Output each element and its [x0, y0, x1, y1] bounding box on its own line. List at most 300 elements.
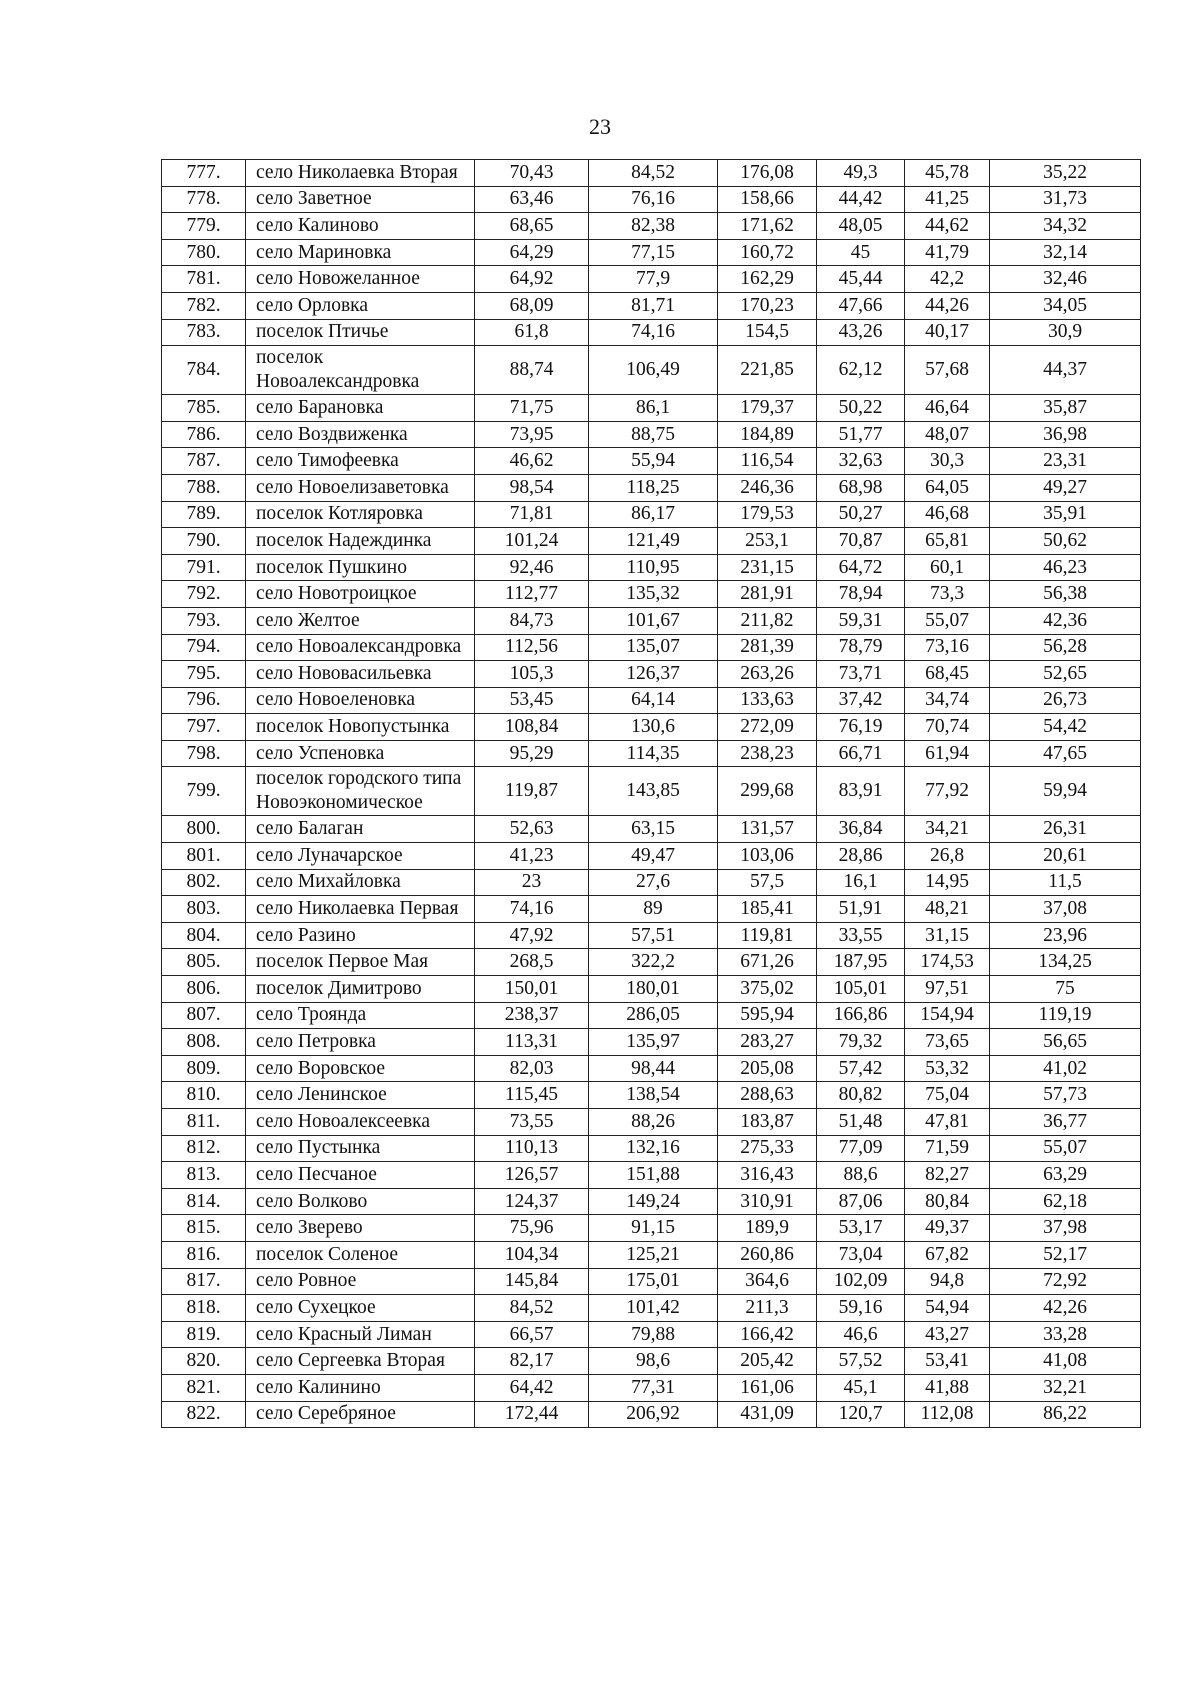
value-cell-2: 77,15	[589, 239, 718, 266]
value-cell-3: 595,94	[718, 1002, 817, 1029]
value-cell-1: 64,29	[475, 239, 589, 266]
value-cell-4: 57,42	[817, 1055, 905, 1082]
table-row	[162, 319, 1141, 346]
settlement-name-cell: село Тимофеевка	[246, 448, 475, 475]
value-cell-4: 76,19	[817, 714, 905, 741]
value-cell-1: 108,84	[475, 714, 589, 741]
table-row	[162, 1348, 1141, 1375]
value-cell-6: 55,07	[990, 1135, 1141, 1162]
table-row	[162, 634, 1141, 661]
value-cell-6: 47,65	[990, 740, 1141, 767]
value-cell-4: 62,12	[817, 346, 905, 395]
value-cell-6: 37,08	[990, 896, 1141, 923]
settlement-name-cell: село Балаган	[246, 816, 475, 843]
row-number-cell: 807.	[162, 1002, 246, 1029]
value-cell-3: 431,09	[718, 1401, 817, 1428]
value-cell-3: 310,91	[718, 1188, 817, 1215]
table-row	[162, 1162, 1141, 1189]
value-cell-6: 72,92	[990, 1268, 1141, 1295]
value-cell-6: 54,42	[990, 714, 1141, 741]
row-number-cell: 783.	[162, 319, 246, 346]
settlement-name-cell: село Калинино	[246, 1374, 475, 1401]
value-cell-1: 172,44	[475, 1401, 589, 1428]
value-cell-5: 73,65	[905, 1029, 990, 1056]
value-cell-5: 75,04	[905, 1082, 990, 1109]
value-cell-6: 26,31	[990, 816, 1141, 843]
value-cell-6: 41,02	[990, 1055, 1141, 1082]
value-cell-5: 112,08	[905, 1401, 990, 1428]
value-cell-2: 126,37	[589, 661, 718, 688]
value-cell-5: 45,78	[905, 160, 990, 187]
table-row	[162, 896, 1141, 923]
table-row	[162, 1241, 1141, 1268]
value-cell-2: 63,15	[589, 816, 718, 843]
value-cell-2: 77,9	[589, 266, 718, 293]
row-number-cell: 814.	[162, 1188, 246, 1215]
table-row	[162, 949, 1141, 976]
value-cell-5: 41,88	[905, 1374, 990, 1401]
value-cell-2: 106,49	[589, 346, 718, 395]
value-cell-5: 65,81	[905, 528, 990, 555]
value-cell-1: 53,45	[475, 687, 589, 714]
value-cell-5: 94,8	[905, 1268, 990, 1295]
value-cell-5: 53,32	[905, 1055, 990, 1082]
row-number-cell: 794.	[162, 634, 246, 661]
value-cell-2: 77,31	[589, 1374, 718, 1401]
table-row	[162, 528, 1141, 555]
settlement-name-cell: село Новоелизаветовка	[246, 474, 475, 501]
page-number: 23	[589, 114, 611, 139]
value-cell-6: 59,94	[990, 767, 1141, 816]
table-row	[162, 395, 1141, 422]
value-cell-1: 101,24	[475, 528, 589, 555]
value-cell-3: 275,33	[718, 1135, 817, 1162]
value-cell-6: 35,87	[990, 395, 1141, 422]
value-cell-1: 73,95	[475, 421, 589, 448]
value-cell-2: 118,25	[589, 474, 718, 501]
value-cell-2: 125,21	[589, 1241, 718, 1268]
value-cell-5: 97,51	[905, 976, 990, 1003]
value-cell-2: 64,14	[589, 687, 718, 714]
table-row	[162, 1295, 1141, 1322]
value-cell-2: 84,52	[589, 160, 718, 187]
value-cell-1: 63,46	[475, 186, 589, 213]
value-cell-1: 92,46	[475, 554, 589, 581]
value-cell-5: 26,8	[905, 843, 990, 870]
value-cell-1: 105,3	[475, 661, 589, 688]
row-number-cell: 819.	[162, 1321, 246, 1348]
row-number-cell: 813.	[162, 1162, 246, 1189]
value-cell-3: 238,23	[718, 740, 817, 767]
value-cell-2: 79,88	[589, 1321, 718, 1348]
settlements-table	[161, 159, 1141, 1428]
value-cell-4: 45	[817, 239, 905, 266]
value-cell-6: 36,77	[990, 1109, 1141, 1136]
row-number-cell: 791.	[162, 554, 246, 581]
value-cell-2: 110,95	[589, 554, 718, 581]
settlement-name-cell: поселок Соленое	[246, 1241, 475, 1268]
value-cell-2: 49,47	[589, 843, 718, 870]
value-cell-4: 78,79	[817, 634, 905, 661]
value-cell-3: 170,23	[718, 292, 817, 319]
table-row	[162, 1215, 1141, 1242]
row-number-cell: 820.	[162, 1348, 246, 1375]
row-number-cell: 817.	[162, 1268, 246, 1295]
value-cell-2: 27,6	[589, 869, 718, 896]
settlement-name-cell: село Пустынка	[246, 1135, 475, 1162]
table-row	[162, 976, 1141, 1003]
value-cell-3: 364,6	[718, 1268, 817, 1295]
value-cell-3: 184,89	[718, 421, 817, 448]
value-cell-6: 36,98	[990, 421, 1141, 448]
value-cell-1: 61,8	[475, 319, 589, 346]
value-cell-2: 98,44	[589, 1055, 718, 1082]
value-cell-6: 86,22	[990, 1401, 1141, 1428]
settlement-name-cell: село Песчаное	[246, 1162, 475, 1189]
settlement-name-cell: село Сергеевка Вторая	[246, 1348, 475, 1375]
table-row	[162, 239, 1141, 266]
table-row	[162, 869, 1141, 896]
value-cell-4: 80,82	[817, 1082, 905, 1109]
settlement-name-cell: село Успеновка	[246, 740, 475, 767]
settlement-name-cell: поселок Пушкино	[246, 554, 475, 581]
settlement-name-cell: село Волково	[246, 1188, 475, 1215]
value-cell-2: 82,38	[589, 213, 718, 240]
settlement-name-cell: поселок Димитрово	[246, 976, 475, 1003]
value-cell-2: 149,24	[589, 1188, 718, 1215]
value-cell-4: 187,95	[817, 949, 905, 976]
value-cell-6: 35,91	[990, 501, 1141, 528]
value-cell-4: 51,91	[817, 896, 905, 923]
value-cell-3: 671,26	[718, 949, 817, 976]
row-number-cell: 818.	[162, 1295, 246, 1322]
value-cell-4: 77,09	[817, 1135, 905, 1162]
table-row	[162, 1321, 1141, 1348]
row-number-cell: 815.	[162, 1215, 246, 1242]
row-number-cell: 822.	[162, 1401, 246, 1428]
value-cell-3: 189,9	[718, 1215, 817, 1242]
value-cell-1: 126,57	[475, 1162, 589, 1189]
row-number-cell: 811.	[162, 1109, 246, 1136]
value-cell-4: 68,98	[817, 474, 905, 501]
table-row	[162, 581, 1141, 608]
row-number-cell: 810.	[162, 1082, 246, 1109]
value-cell-6: 134,25	[990, 949, 1141, 976]
value-cell-1: 112,56	[475, 634, 589, 661]
value-cell-4: 45,1	[817, 1374, 905, 1401]
value-cell-1: 71,75	[475, 395, 589, 422]
value-cell-3: 205,42	[718, 1348, 817, 1375]
value-cell-4: 59,31	[817, 607, 905, 634]
value-cell-4: 87,06	[817, 1188, 905, 1215]
table-row	[162, 607, 1141, 634]
value-cell-3: 211,82	[718, 607, 817, 634]
settlement-name-cell: поселок Первое Мая	[246, 949, 475, 976]
row-number-cell: 782.	[162, 292, 246, 319]
value-cell-2: 88,26	[589, 1109, 718, 1136]
value-cell-1: 47,92	[475, 922, 589, 949]
value-cell-5: 60,1	[905, 554, 990, 581]
value-cell-3: 116,54	[718, 448, 817, 475]
value-cell-4: 48,05	[817, 213, 905, 240]
settlement-name-cell: село Зверево	[246, 1215, 475, 1242]
value-cell-4: 50,27	[817, 501, 905, 528]
settlement-name-cell: село Петровка	[246, 1029, 475, 1056]
value-cell-5: 64,05	[905, 474, 990, 501]
value-cell-1: 23	[475, 869, 589, 896]
value-cell-4: 44,42	[817, 186, 905, 213]
value-cell-5: 34,21	[905, 816, 990, 843]
value-cell-3: 179,37	[718, 395, 817, 422]
value-cell-4: 88,6	[817, 1162, 905, 1189]
settlement-name-cell: село Ровное	[246, 1268, 475, 1295]
row-number-cell: 798.	[162, 740, 246, 767]
value-cell-1: 150,01	[475, 976, 589, 1003]
value-cell-6: 56,38	[990, 581, 1141, 608]
value-cell-1: 66,57	[475, 1321, 589, 1348]
settlement-name-cell: село Новоеленовка	[246, 687, 475, 714]
value-cell-6: 49,27	[990, 474, 1141, 501]
table-row	[162, 1082, 1141, 1109]
value-cell-5: 41,25	[905, 186, 990, 213]
value-cell-1: 113,31	[475, 1029, 589, 1056]
value-cell-4: 105,01	[817, 976, 905, 1003]
value-cell-1: 95,29	[475, 740, 589, 767]
value-cell-5: 44,26	[905, 292, 990, 319]
value-cell-4: 120,7	[817, 1401, 905, 1428]
value-cell-4: 78,94	[817, 581, 905, 608]
value-cell-3: 166,42	[718, 1321, 817, 1348]
value-cell-1: 110,13	[475, 1135, 589, 1162]
table-row	[162, 501, 1141, 528]
value-cell-2: 89	[589, 896, 718, 923]
value-cell-2: 135,97	[589, 1029, 718, 1056]
value-cell-4: 166,86	[817, 1002, 905, 1029]
value-cell-3: 283,27	[718, 1029, 817, 1056]
value-cell-4: 37,42	[817, 687, 905, 714]
value-cell-6: 34,05	[990, 292, 1141, 319]
settlement-name-cell: село Серебряное	[246, 1401, 475, 1428]
value-cell-6: 31,73	[990, 186, 1141, 213]
value-cell-4: 16,1	[817, 869, 905, 896]
value-cell-6: 56,65	[990, 1029, 1141, 1056]
row-number-cell: 816.	[162, 1241, 246, 1268]
value-cell-1: 75,96	[475, 1215, 589, 1242]
value-cell-5: 34,74	[905, 687, 990, 714]
table-row	[162, 922, 1141, 949]
value-cell-6: 32,14	[990, 239, 1141, 266]
value-cell-5: 48,07	[905, 421, 990, 448]
value-cell-2: 206,92	[589, 1401, 718, 1428]
value-cell-4: 102,09	[817, 1268, 905, 1295]
value-cell-2: 88,75	[589, 421, 718, 448]
value-cell-2: 91,15	[589, 1215, 718, 1242]
settlement-name-cell: село Троянда	[246, 1002, 475, 1029]
value-cell-3: 288,63	[718, 1082, 817, 1109]
value-cell-2: 286,05	[589, 1002, 718, 1029]
value-cell-5: 154,94	[905, 1002, 990, 1029]
value-cell-5: 73,16	[905, 634, 990, 661]
table-row	[162, 474, 1141, 501]
value-cell-1: 74,16	[475, 896, 589, 923]
table-row	[162, 266, 1141, 293]
value-cell-4: 32,63	[817, 448, 905, 475]
value-cell-3: 263,26	[718, 661, 817, 688]
row-number-cell: 781.	[162, 266, 246, 293]
value-cell-3: 375,02	[718, 976, 817, 1003]
settlement-name-cell: село Нововасильевка	[246, 661, 475, 688]
value-cell-6: 20,61	[990, 843, 1141, 870]
value-cell-5: 77,92	[905, 767, 990, 816]
row-number-cell: 787.	[162, 448, 246, 475]
value-cell-5: 40,17	[905, 319, 990, 346]
value-cell-2: 76,16	[589, 186, 718, 213]
value-cell-3: 299,68	[718, 767, 817, 816]
value-cell-6: 52,17	[990, 1241, 1141, 1268]
row-number-cell: 780.	[162, 239, 246, 266]
value-cell-3: 205,08	[718, 1055, 817, 1082]
value-cell-6: 41,08	[990, 1348, 1141, 1375]
table-row	[162, 554, 1141, 581]
value-cell-3: 158,66	[718, 186, 817, 213]
value-cell-3: 183,87	[718, 1109, 817, 1136]
value-cell-3: 253,1	[718, 528, 817, 555]
value-cell-4: 47,66	[817, 292, 905, 319]
row-number-cell: 777.	[162, 160, 246, 187]
value-cell-5: 82,27	[905, 1162, 990, 1189]
value-cell-1: 88,74	[475, 346, 589, 395]
value-cell-2: 175,01	[589, 1268, 718, 1295]
value-cell-2: 132,16	[589, 1135, 718, 1162]
row-number-cell: 800.	[162, 816, 246, 843]
table-row	[162, 1055, 1141, 1082]
value-cell-5: 53,41	[905, 1348, 990, 1375]
table-row	[162, 740, 1141, 767]
value-cell-2: 101,42	[589, 1295, 718, 1322]
value-cell-1: 73,55	[475, 1109, 589, 1136]
value-cell-3: 171,62	[718, 213, 817, 240]
settlement-name-cell: поселок Котляровка	[246, 501, 475, 528]
value-cell-4: 70,87	[817, 528, 905, 555]
row-number-cell: 821.	[162, 1374, 246, 1401]
value-cell-5: 43,27	[905, 1321, 990, 1348]
value-cell-1: 64,42	[475, 1374, 589, 1401]
value-cell-6: 23,31	[990, 448, 1141, 475]
table-row	[162, 1188, 1141, 1215]
settlement-name-cell: село Воздвиженка	[246, 421, 475, 448]
row-number-cell: 784.	[162, 346, 246, 395]
value-cell-1: 98,54	[475, 474, 589, 501]
settlement-name-cell: село Новотроицкое	[246, 581, 475, 608]
value-cell-6: 32,21	[990, 1374, 1141, 1401]
value-cell-2: 322,2	[589, 949, 718, 976]
value-cell-5: 73,3	[905, 581, 990, 608]
row-number-cell: 799.	[162, 767, 246, 816]
value-cell-3: 119,81	[718, 922, 817, 949]
table-row	[162, 661, 1141, 688]
row-number-cell: 793.	[162, 607, 246, 634]
table-row	[162, 843, 1141, 870]
table-row	[162, 292, 1141, 319]
row-number-cell: 809.	[162, 1055, 246, 1082]
row-number-cell: 792.	[162, 581, 246, 608]
row-number-cell: 779.	[162, 213, 246, 240]
table-row	[162, 421, 1141, 448]
value-cell-5: 30,3	[905, 448, 990, 475]
settlement-name-cell: село Калиново	[246, 213, 475, 240]
row-number-cell: 797.	[162, 714, 246, 741]
value-cell-2: 86,1	[589, 395, 718, 422]
value-cell-3: 57,5	[718, 869, 817, 896]
value-cell-1: 112,77	[475, 581, 589, 608]
value-cell-1: 238,37	[475, 1002, 589, 1029]
value-cell-4: 59,16	[817, 1295, 905, 1322]
value-cell-1: 68,09	[475, 292, 589, 319]
value-cell-6: 119,19	[990, 1002, 1141, 1029]
settlement-name-cell: поселок Надеждинка	[246, 528, 475, 555]
value-cell-5: 48,21	[905, 896, 990, 923]
value-cell-3: 133,63	[718, 687, 817, 714]
value-cell-6: 62,18	[990, 1188, 1141, 1215]
value-cell-2: 130,6	[589, 714, 718, 741]
value-cell-6: 50,62	[990, 528, 1141, 555]
value-cell-3: 160,72	[718, 239, 817, 266]
value-cell-5: 46,64	[905, 395, 990, 422]
settlement-name-cell: село Николаевка Первая	[246, 896, 475, 923]
settlement-name-cell: село Орловка	[246, 292, 475, 319]
value-cell-2: 135,32	[589, 581, 718, 608]
row-number-cell: 795.	[162, 661, 246, 688]
value-cell-1: 64,92	[475, 266, 589, 293]
value-cell-3: 246,36	[718, 474, 817, 501]
settlement-name-cell: село Сухецкое	[246, 1295, 475, 1322]
row-number-cell: 805.	[162, 949, 246, 976]
value-cell-1: 82,17	[475, 1348, 589, 1375]
value-cell-2: 101,67	[589, 607, 718, 634]
settlement-name-cell: село Новожеланное	[246, 266, 475, 293]
value-cell-6: 75	[990, 976, 1141, 1003]
value-cell-5: 31,15	[905, 922, 990, 949]
value-cell-6: 35,22	[990, 160, 1141, 187]
settlement-name-cell: поселок Новоалександровка	[246, 346, 475, 395]
settlement-name-cell: село Заветное	[246, 186, 475, 213]
settlement-name-cell: село Красный Лиман	[246, 1321, 475, 1348]
row-number-cell: 778.	[162, 186, 246, 213]
value-cell-5: 67,82	[905, 1241, 990, 1268]
settlement-name-cell: село Воровское	[246, 1055, 475, 1082]
value-cell-1: 268,5	[475, 949, 589, 976]
table-row	[162, 160, 1141, 187]
value-cell-2: 121,49	[589, 528, 718, 555]
value-cell-1: 82,03	[475, 1055, 589, 1082]
value-cell-5: 68,45	[905, 661, 990, 688]
value-cell-4: 73,04	[817, 1241, 905, 1268]
value-cell-3: 260,86	[718, 1241, 817, 1268]
settlement-name-cell: село Ленинское	[246, 1082, 475, 1109]
value-cell-2: 98,6	[589, 1348, 718, 1375]
row-number-cell: 790.	[162, 528, 246, 555]
row-number-cell: 789.	[162, 501, 246, 528]
row-number-cell: 785.	[162, 395, 246, 422]
settlement-name-cell: село Новоалексеевка	[246, 1109, 475, 1136]
value-cell-6: 37,98	[990, 1215, 1141, 1242]
table-row	[162, 1135, 1141, 1162]
table-row	[162, 1374, 1141, 1401]
value-cell-6: 56,28	[990, 634, 1141, 661]
value-cell-4: 36,84	[817, 816, 905, 843]
value-cell-6: 26,73	[990, 687, 1141, 714]
value-cell-1: 124,37	[475, 1188, 589, 1215]
